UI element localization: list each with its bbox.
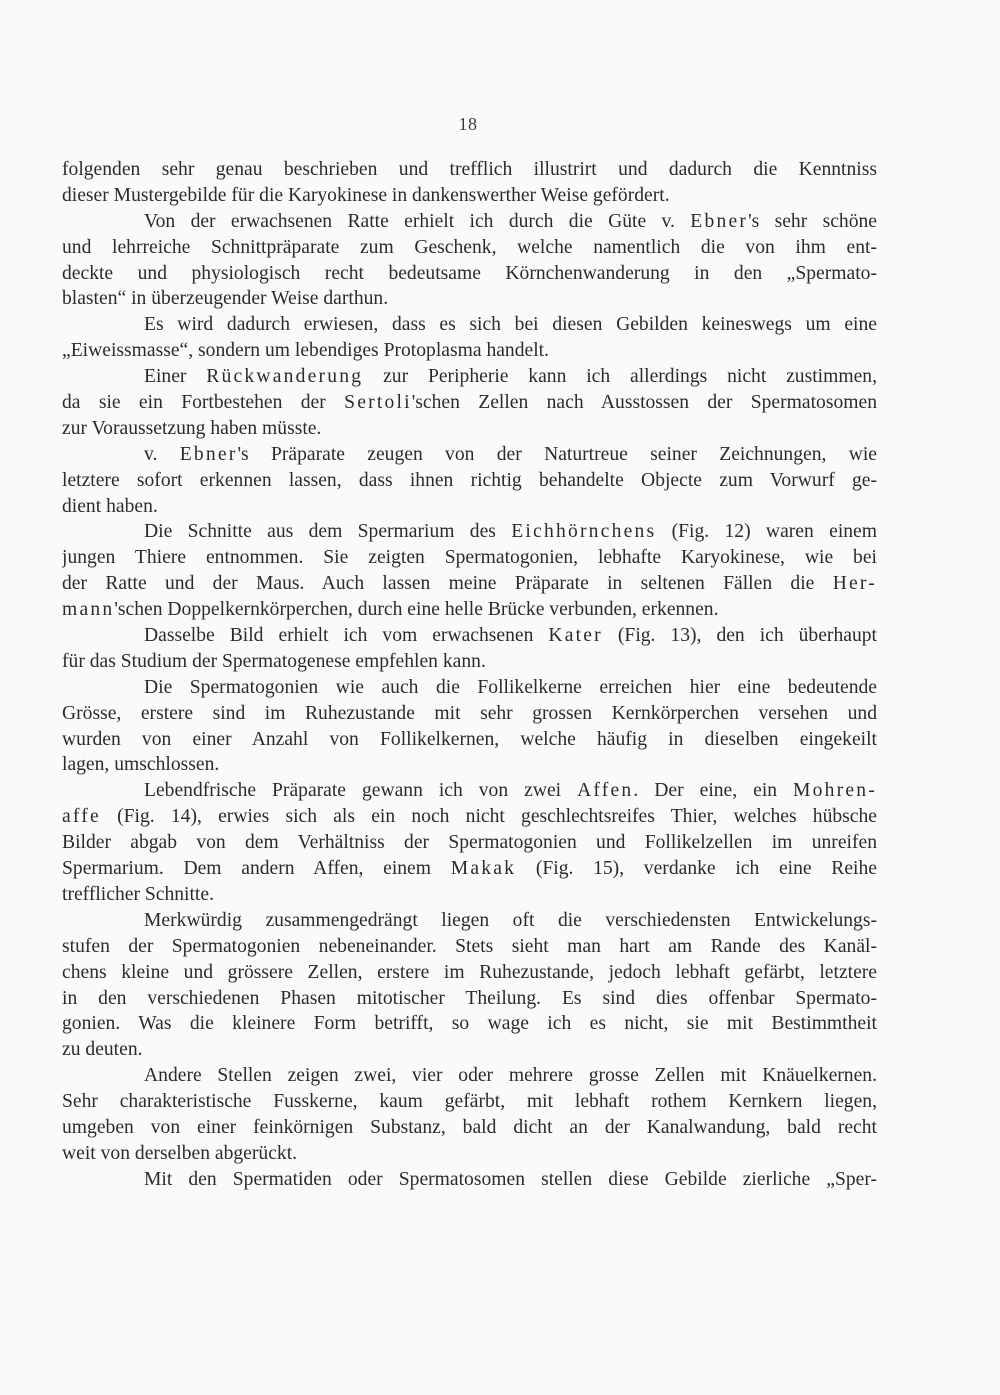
text-line: [62, 882, 877, 908]
text-segment: stufen der Spermatogonien nebeneinander. Stets sieht man hart am Rande des Kanäl-: [62, 935, 877, 957]
text-line: [62, 235, 877, 261]
text-line: [62, 934, 877, 960]
text-segment: folgenden sehr genau beschrieben und trefflich illustrirt und dadurch die Kenntniss: [62, 159, 877, 180]
text-segment: zu deuten.: [62, 1039, 143, 1061]
text-line: [62, 960, 877, 986]
text-segment: (Fig. 14), erwies sich als ein noch nicht geschlechtsreifes Thier, welches hübsche: [100, 806, 877, 828]
text-line: [62, 416, 877, 442]
text-line: [62, 675, 877, 701]
text-line: [62, 390, 877, 416]
spaced-name: Sertoli: [344, 392, 412, 414]
text-segment: (Fig. 12) waren einem: [656, 521, 877, 543]
text-segment: dient haben.: [62, 495, 158, 517]
text-segment: (Fig. 15), verdanke ich eine Reihe: [516, 858, 877, 880]
text-segment: Es wird dadurch erwiesen, dass es sich bei diesen Gebilden keineswegs um eine: [144, 314, 877, 336]
text-segment: Lebendfrische Präparate gewann ich von zwei: [144, 780, 578, 802]
text-segment: v.: [144, 443, 180, 465]
text-segment: letztere sofort erkennen lassen, dass ihnen richtig behandelte Objecte zum Vorwurf ge-: [62, 469, 877, 491]
text-line: [62, 338, 877, 364]
text-segment: Spermarium. Dem andern Affen, einem: [62, 858, 451, 880]
text-segment: Einer: [144, 366, 207, 388]
text-segment: . Der eine, ein: [633, 780, 794, 802]
spaced-name: Eichhörnchens: [511, 521, 657, 543]
text-line: [62, 830, 877, 856]
spaced-name: mann: [62, 599, 115, 621]
text-segment: deckte und physiologisch recht bedeutsame Körnchenwanderung in den „Spermato-: [62, 262, 877, 284]
text-line: [62, 752, 877, 778]
spaced-name: Rückwanderung: [206, 366, 364, 388]
spaced-name: Kater: [548, 625, 603, 647]
spaced-name: Makak: [450, 858, 517, 880]
text-segment: Bilder abgab von dem Verhältniss der Spermatogonien und Follikelzellen im unreifen: [62, 832, 877, 854]
text-line: [62, 1141, 877, 1167]
text-line: [62, 494, 877, 520]
text-segment: blasten“ in überzeugender Weise darthun.: [62, 288, 389, 310]
text-line: [62, 1089, 877, 1115]
body-text: [62, 157, 877, 1193]
text-line: [62, 545, 877, 571]
text-line: [62, 778, 877, 804]
text-line: [62, 468, 877, 494]
text-line: [62, 597, 877, 623]
text-segment: und lehrreiche Schnittpräparate zum Geschenk, welche namentlich die von ihm ent-: [62, 236, 877, 258]
text-line: [62, 649, 877, 675]
text-line: [62, 209, 877, 235]
text-line: [62, 1167, 877, 1193]
text-segment: wurden von einer Anzahl von Follikelkernen, welche häufig in dieselben eingekeilt: [62, 728, 877, 750]
text-line: [62, 1063, 877, 1089]
text-line: [62, 261, 877, 287]
text-line: [62, 727, 877, 753]
text-segment: jungen Thiere entnommen. Sie zeigten Spermatogonien, lebhafte Karyokinese, wie bei: [62, 547, 877, 569]
text-segment: Dasselbe Bild erhielt ich vom erwachsenen: [144, 625, 549, 647]
spaced-name: affe: [62, 806, 101, 828]
text-segment: umgeben von einer feinkörnigen Substanz, bald dicht an der Kanalwandung, bald recht: [62, 1116, 877, 1138]
spaced-name: Affen: [577, 780, 634, 802]
spaced-name: Mohren-: [793, 780, 877, 802]
text-segment: da sie ein Fortbestehen der: [62, 392, 345, 414]
text-segment: Mit den Spermatiden oder Spermatosomen stellen diese Gebilde zierliche „Sper-: [144, 1168, 877, 1190]
text-line: [62, 856, 877, 882]
text-segment: Die Schnitte aus dem Spermarium des: [144, 521, 512, 543]
text-segment: 's Präparate zeugen von der Naturtreue seiner Zeichnungen, wie: [237, 443, 877, 465]
text-segment: 'schen Zellen nach Ausstossen der Spermatosomen: [411, 392, 877, 414]
text-segment: lagen, umschlossen.: [62, 754, 220, 776]
text-line: [62, 701, 877, 727]
text-segment: weit von derselben abgerückt.: [62, 1142, 298, 1164]
text-segment: gonien. Was die kleinere Form betrifft, so wage ich es nicht, sie mit Bestimmtheit: [62, 1013, 877, 1035]
text-line: [62, 364, 877, 390]
text-segment: 's sehr schöne: [748, 210, 877, 232]
text-segment: für das Studium der Spermatogenese empfehlen kann.: [62, 650, 486, 672]
text-line: [62, 1115, 877, 1141]
text-line: [62, 804, 877, 830]
text-line: [62, 157, 877, 183]
text-segment: der Ratte und der Maus. Auch lassen meine Präparate in seltenen Fällen die: [62, 573, 833, 595]
text-line: [62, 286, 877, 312]
text-segment: zur Peripherie kann ich allerdings nicht zustimmen,: [363, 366, 877, 388]
text-line: [62, 986, 877, 1012]
text-line: [62, 183, 877, 209]
text-line: [62, 312, 877, 338]
text-segment: zur Voraussetzung haben müsste.: [62, 417, 322, 439]
text-segment: Grösse, erstere sind im Ruhezustande mit sehr grossen Kernkörperchen versehen und: [62, 702, 877, 724]
spaced-name: Ebner: [690, 210, 749, 232]
text-segment: Merkwürdig zusammengedrängt liegen oft die verschiedensten Entwickelungs-: [144, 909, 877, 931]
text-segment: trefflicher Schnitte.: [62, 883, 214, 905]
text-line: [62, 571, 877, 597]
text-segment: 'schen Doppelkernkörperchen, durch eine helle Brücke verbunden, erkennen.: [114, 599, 719, 621]
text-line: [62, 442, 877, 468]
text-segment: in den verschiedenen Phasen mitotischer Theilung. Es sind dies offenbar Spermato-: [62, 987, 877, 1009]
text-line: [62, 623, 877, 649]
text-segment: „Eiweissmasse“, sondern um lebendiges Protoplasma handelt.: [62, 340, 550, 362]
text-segment: (Fig. 13), den ich überhaupt: [602, 625, 877, 647]
text-segment: Sehr charakteristische Fusskerne, kaum gefärbt, mit lebhaft rothem Kernkern liegen,: [62, 1091, 877, 1113]
text-line: [62, 519, 877, 545]
text-line: [62, 908, 877, 934]
page-number: 18: [458, 114, 478, 134]
spaced-name: Her-: [832, 573, 877, 595]
text-segment: Andere Stellen zeigen zwei, vier oder mehrere grosse Zellen mit Knäuelkernen.: [144, 1065, 877, 1087]
text-segment: dieser Mustergebilde für die Karyokinese in dankenswerther Weise gefördert.: [62, 184, 670, 206]
spaced-name: Ebner: [179, 443, 238, 465]
text-segment: chens kleine und grössere Zellen, erstere im Ruhezustande, jedoch lebhaft gefärbt, letztere: [62, 961, 877, 983]
text-line: [62, 1037, 877, 1063]
text-line: [62, 1011, 877, 1037]
text-segment: Von der erwachsenen Ratte erhielt ich durch die Güte v.: [144, 210, 691, 232]
text-segment: Die Spermatogonien wie auch die Follikelkerne erreichen hier eine bedeutende: [144, 676, 877, 698]
